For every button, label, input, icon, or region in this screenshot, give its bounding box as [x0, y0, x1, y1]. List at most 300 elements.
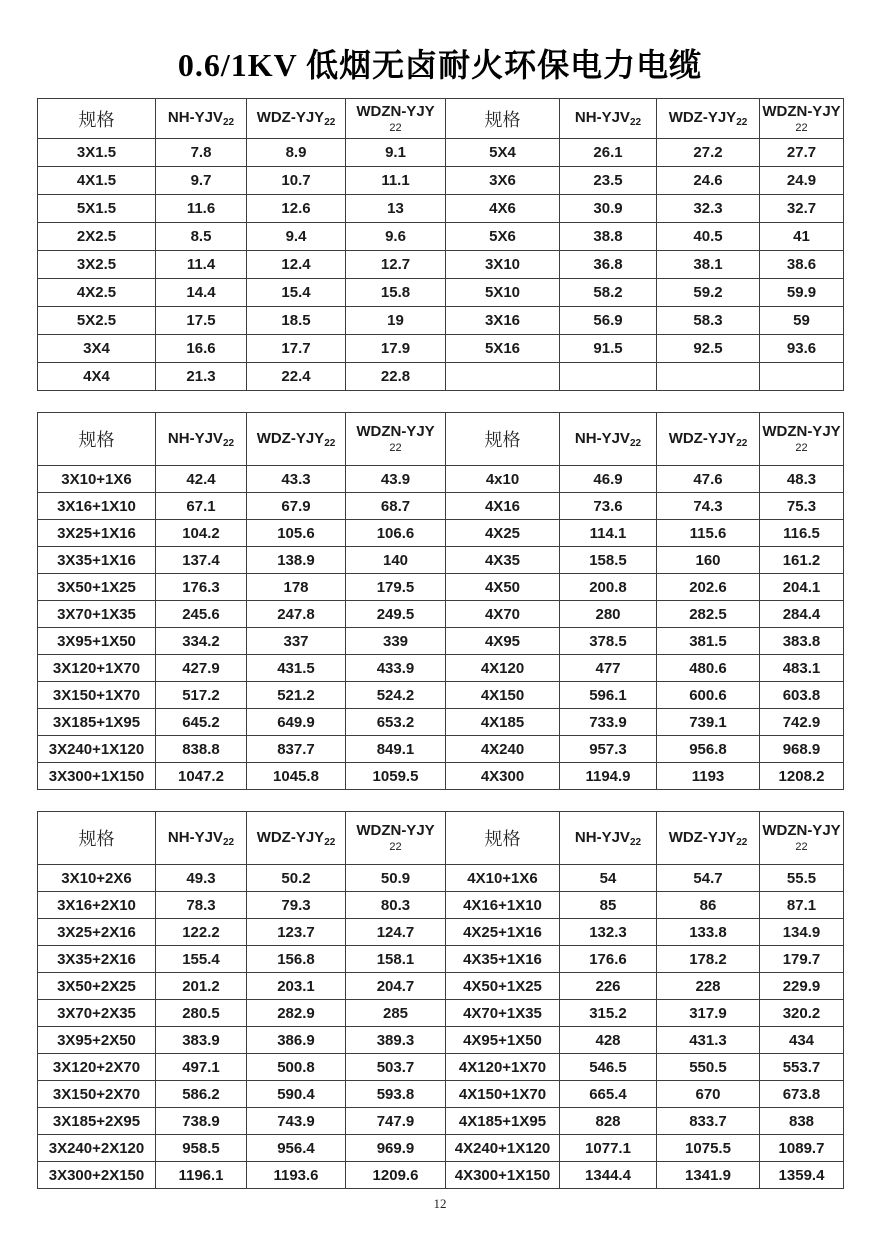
value-cell: 10.7 [247, 167, 346, 195]
product-column-header [657, 413, 760, 466]
value-cell: 38.1 [657, 251, 760, 279]
value-cell: 503.7 [346, 1054, 446, 1081]
value-cell: 228 [657, 973, 760, 1000]
table-row [38, 628, 844, 655]
product-subscript-label: 22 [222, 437, 235, 449]
value-cell: 132.3 [560, 919, 657, 946]
value-cell: 600.6 [657, 682, 760, 709]
value-cell: 747.9 [346, 1108, 446, 1135]
product-name-label: WDZN-YJY [762, 423, 841, 440]
value-cell: 161.2 [760, 547, 844, 574]
value-cell: 55.5 [760, 865, 844, 892]
spec-cell: 3X300+2X150 [38, 1162, 156, 1189]
value-cell: 386.9 [247, 1027, 346, 1054]
spec-cell: 4x10 [446, 466, 560, 493]
value-cell: 13 [346, 195, 446, 223]
product-name-label: WDZ-YJY [256, 429, 325, 447]
spec-cell: 3X95+1X50 [38, 628, 156, 655]
spec-cell: 4X300+1X150 [446, 1162, 560, 1189]
header-row [38, 413, 844, 466]
product-name-label: WDZ-YJY [256, 828, 325, 846]
value-cell: 1089.7 [760, 1135, 844, 1162]
value-cell: 339 [346, 628, 446, 655]
product-column-header [560, 812, 657, 865]
spec-cell: 4X35+1X16 [446, 946, 560, 973]
value-cell: 1193.6 [247, 1162, 346, 1189]
value-cell: 203.1 [247, 973, 346, 1000]
spec-cell: 4X300 [446, 763, 560, 790]
spec-cell: 4X50+1X25 [446, 973, 560, 1000]
value-cell: 11.1 [346, 167, 446, 195]
product-column-header [346, 413, 446, 466]
product-name-label: NH-YJV [574, 429, 630, 447]
table-row [38, 167, 844, 195]
spec-cell: 3X95+2X50 [38, 1027, 156, 1054]
spec-cell: 5X2.5 [38, 307, 156, 335]
value-cell: 500.8 [247, 1054, 346, 1081]
table-row [38, 547, 844, 574]
value-cell: 59 [760, 307, 844, 335]
value-cell: 158.5 [560, 547, 657, 574]
value-cell: 1344.4 [560, 1162, 657, 1189]
document-page [37, 0, 843, 1212]
value-cell: 1209.6 [346, 1162, 446, 1189]
spec-cell: 3X120+1X70 [38, 655, 156, 682]
value-cell: 27.2 [657, 139, 760, 167]
value-cell: 21.3 [156, 363, 247, 391]
value-cell: 47.6 [657, 466, 760, 493]
value-cell: 1341.9 [657, 1162, 760, 1189]
product-column-header [657, 812, 760, 865]
value-cell: 383.9 [156, 1027, 247, 1054]
value-cell [657, 363, 760, 391]
value-cell: 87.1 [760, 892, 844, 919]
value-cell: 958.5 [156, 1135, 247, 1162]
product-name-label: WDZ-YJY [668, 109, 737, 126]
table-row [38, 335, 844, 363]
table-row [38, 736, 844, 763]
spec-cell: 4X70+1X35 [446, 1000, 560, 1027]
value-cell: 838 [760, 1108, 844, 1135]
value-cell [560, 363, 657, 391]
value-cell: 9.1 [346, 139, 446, 167]
table-row [38, 709, 844, 736]
value-cell: 85 [560, 892, 657, 919]
value-cell: 383.8 [760, 628, 844, 655]
product-subscript-label: 22 [324, 836, 336, 848]
product-column-header [760, 413, 844, 466]
table-row [38, 139, 844, 167]
value-cell: 179.7 [760, 946, 844, 973]
spec-cell: 4X2.5 [38, 279, 156, 307]
value-cell: 92.5 [657, 335, 760, 363]
value-cell: 1077.1 [560, 1135, 657, 1162]
value-cell: 849.1 [346, 736, 446, 763]
value-cell: 282.9 [247, 1000, 346, 1027]
value-cell: 550.5 [657, 1054, 760, 1081]
value-cell: 17.5 [156, 307, 247, 335]
value-cell: 553.7 [760, 1054, 844, 1081]
table-row [38, 892, 844, 919]
value-cell: 431.5 [247, 655, 346, 682]
value-cell: 27.7 [760, 139, 844, 167]
spec-cell: 3X150+2X70 [38, 1081, 156, 1108]
table-row [38, 574, 844, 601]
page-title: 0.6/1KV 低烟无卤耐火环保电力电缆 [177, 47, 703, 83]
value-cell: 32.7 [760, 195, 844, 223]
spec-cell: 4X120+1X70 [446, 1054, 560, 1081]
value-cell: 30.9 [560, 195, 657, 223]
spec-cell: 3X35+2X16 [38, 946, 156, 973]
table-row [38, 1081, 844, 1108]
table-row [38, 1054, 844, 1081]
value-cell: 58.3 [657, 307, 760, 335]
product-subscript-label: 22 [222, 836, 235, 848]
value-cell: 483.1 [760, 655, 844, 682]
value-cell: 158.1 [346, 946, 446, 973]
value-cell: 202.6 [657, 574, 760, 601]
value-cell: 156.8 [247, 946, 346, 973]
value-cell: 179.5 [346, 574, 446, 601]
spec-cell: 5X1.5 [38, 195, 156, 223]
spec-cell: 3X185+1X95 [38, 709, 156, 736]
spec-cell: 3X120+2X70 [38, 1054, 156, 1081]
product-subscript-label: 22 [795, 841, 808, 853]
product-subscript-label: 22 [324, 437, 336, 449]
table-row [38, 1027, 844, 1054]
value-cell: 43.3 [247, 466, 346, 493]
value-cell: 334.2 [156, 628, 247, 655]
value-cell: 74.3 [657, 493, 760, 520]
value-cell: 7.8 [156, 139, 247, 167]
spec-cell: 3X16 [446, 307, 560, 335]
value-cell: 115.6 [657, 520, 760, 547]
table-row [38, 1108, 844, 1135]
value-cell: 837.7 [247, 736, 346, 763]
table-row [38, 1135, 844, 1162]
value-cell: 114.1 [560, 520, 657, 547]
spec-cell: 4X10+1X6 [446, 865, 560, 892]
value-cell: 378.5 [560, 628, 657, 655]
value-cell: 593.8 [346, 1081, 446, 1108]
value-cell: 431.3 [657, 1027, 760, 1054]
product-subscript-label: 22 [222, 117, 235, 128]
value-cell: 56.9 [560, 307, 657, 335]
product-column-header [346, 99, 446, 139]
value-cell: 24.6 [657, 167, 760, 195]
spec-cell: 3X16+2X10 [38, 892, 156, 919]
table-row [38, 919, 844, 946]
spec-cell: 3X50+1X25 [38, 574, 156, 601]
product-column-header [156, 413, 247, 466]
spec-cell: 3X6 [446, 167, 560, 195]
spec-cell: 4X16+1X10 [446, 892, 560, 919]
spec-cell: 3X16+1X10 [38, 493, 156, 520]
value-cell: 32.3 [657, 195, 760, 223]
spec-column-header: 规格 [38, 812, 156, 865]
value-cell: 969.9 [346, 1135, 446, 1162]
value-cell: 546.5 [560, 1054, 657, 1081]
value-cell: 17.9 [346, 335, 446, 363]
product-column-header [247, 99, 346, 139]
value-cell: 320.2 [760, 1000, 844, 1027]
value-cell: 282.5 [657, 601, 760, 628]
product-column-header [156, 99, 247, 139]
value-cell: 78.3 [156, 892, 247, 919]
spec-cell: 4X4 [38, 363, 156, 391]
value-cell: 1194.9 [560, 763, 657, 790]
header-row [38, 812, 844, 865]
value-cell: 1047.2 [156, 763, 247, 790]
product-subscript-label: 22 [629, 437, 642, 449]
spec-cell: 4X6 [446, 195, 560, 223]
value-cell: 738.9 [156, 1108, 247, 1135]
table-row [38, 946, 844, 973]
table-row [38, 601, 844, 628]
product-subscript-label: 22 [389, 442, 402, 454]
value-cell: 140 [346, 547, 446, 574]
product-subscript-label: 22 [795, 442, 808, 454]
value-cell: 665.4 [560, 1081, 657, 1108]
value-cell: 14.4 [156, 279, 247, 307]
value-cell: 653.2 [346, 709, 446, 736]
table-row [38, 251, 844, 279]
value-cell: 16.6 [156, 335, 247, 363]
value-cell: 497.1 [156, 1054, 247, 1081]
value-cell: 46.9 [560, 466, 657, 493]
value-cell: 315.2 [560, 1000, 657, 1027]
value-cell: 80.3 [346, 892, 446, 919]
value-cell: 956.8 [657, 736, 760, 763]
value-cell: 23.5 [560, 167, 657, 195]
product-name-label: NH-YJV [167, 828, 223, 846]
product-subscript-label: 22 [795, 121, 808, 134]
value-cell: 176.3 [156, 574, 247, 601]
table-row [38, 279, 844, 307]
value-cell: 79.3 [247, 892, 346, 919]
value-cell: 75.3 [760, 493, 844, 520]
value-cell: 381.5 [657, 628, 760, 655]
table-row [38, 493, 844, 520]
value-cell: 743.9 [247, 1108, 346, 1135]
spec-cell: 3X10 [446, 251, 560, 279]
spec-cell: 4X240 [446, 736, 560, 763]
spec-cell: 3X185+2X95 [38, 1108, 156, 1135]
product-name-label: WDZN-YJY [356, 102, 435, 120]
value-cell: 1045.8 [247, 763, 346, 790]
product-name-label: WDZ-YJY [668, 828, 737, 846]
value-cell: 477 [560, 655, 657, 682]
spec-cell: 3X1.5 [38, 139, 156, 167]
value-cell: 428 [560, 1027, 657, 1054]
value-cell: 204.7 [346, 973, 446, 1000]
spec-cell: 5X16 [446, 335, 560, 363]
value-cell: 245.6 [156, 601, 247, 628]
value-cell: 19 [346, 307, 446, 335]
table-row [38, 865, 844, 892]
value-cell: 838.8 [156, 736, 247, 763]
value-cell: 59.9 [760, 279, 844, 307]
spec-cell: 4X150+1X70 [446, 1081, 560, 1108]
value-cell: 742.9 [760, 709, 844, 736]
spec-cell: 3X2.5 [38, 251, 156, 279]
spec-cell: 4X50 [446, 574, 560, 601]
product-name-label: NH-YJV [574, 828, 630, 846]
spec-column-header: 规格 [38, 99, 156, 139]
spec-cell: 4X150 [446, 682, 560, 709]
value-cell: 1059.5 [346, 763, 446, 790]
spec-cell: 4X70 [446, 601, 560, 628]
product-subscript-label: 22 [389, 841, 402, 853]
value-cell: 50.9 [346, 865, 446, 892]
cable-price-table-2 [37, 412, 844, 790]
value-cell: 59.2 [657, 279, 760, 307]
cable-price-table-1 [37, 98, 844, 391]
product-name-label: NH-YJV [167, 429, 223, 447]
value-cell: 178 [247, 574, 346, 601]
spec-cell: 4X25 [446, 520, 560, 547]
value-cell: 434 [760, 1027, 844, 1054]
value-cell: 9.6 [346, 223, 446, 251]
value-cell: 280.5 [156, 1000, 247, 1027]
value-cell: 73.6 [560, 493, 657, 520]
product-column-header [156, 812, 247, 865]
value-cell: 67.1 [156, 493, 247, 520]
value-cell: 596.1 [560, 682, 657, 709]
value-cell: 8.9 [247, 139, 346, 167]
value-cell: 49.3 [156, 865, 247, 892]
value-cell: 138.9 [247, 547, 346, 574]
spec-column-header: 规格 [446, 812, 560, 865]
table-row [38, 763, 844, 790]
product-subscript-label: 22 [389, 121, 402, 134]
value-cell: 337 [247, 628, 346, 655]
value-cell: 1193 [657, 763, 760, 790]
value-cell: 733.9 [560, 709, 657, 736]
value-cell: 134.9 [760, 919, 844, 946]
table-row [38, 195, 844, 223]
value-cell: 833.7 [657, 1108, 760, 1135]
value-cell: 1196.1 [156, 1162, 247, 1189]
value-cell: 122.2 [156, 919, 247, 946]
spec-column-header: 规格 [38, 413, 156, 466]
product-name-label: WDZN-YJY [356, 423, 435, 440]
product-column-header [657, 99, 760, 139]
value-cell: 645.2 [156, 709, 247, 736]
value-cell: 204.1 [760, 574, 844, 601]
product-column-header [760, 99, 844, 139]
spec-cell: 3X35+1X16 [38, 547, 156, 574]
product-name-label: WDZ-YJY [668, 429, 737, 447]
value-cell: 22.8 [346, 363, 446, 391]
spec-cell: 5X6 [446, 223, 560, 251]
value-cell: 670 [657, 1081, 760, 1108]
spec-cell: 3X150+1X70 [38, 682, 156, 709]
product-column-header [560, 413, 657, 466]
table-row [38, 1162, 844, 1189]
value-cell: 38.6 [760, 251, 844, 279]
value-cell: 480.6 [657, 655, 760, 682]
product-name-label: NH-YJV [167, 109, 223, 126]
spec-cell: 4X240+1X120 [446, 1135, 560, 1162]
value-cell: 133.8 [657, 919, 760, 946]
spec-cell: 4X25+1X16 [446, 919, 560, 946]
product-subscript-label: 22 [736, 836, 748, 848]
spec-cell: 4X35 [446, 547, 560, 574]
value-cell: 12.6 [247, 195, 346, 223]
product-column-header [760, 812, 844, 865]
value-cell: 957.3 [560, 736, 657, 763]
value-cell: 54 [560, 865, 657, 892]
spec-cell: 3X70+2X35 [38, 1000, 156, 1027]
value-cell: 427.9 [156, 655, 247, 682]
table-row [38, 520, 844, 547]
spec-cell: 3X240+2X120 [38, 1135, 156, 1162]
value-cell: 673.8 [760, 1081, 844, 1108]
value-cell: 36.8 [560, 251, 657, 279]
spec-column-header: 规格 [446, 99, 560, 139]
value-cell: 15.4 [247, 279, 346, 307]
product-name-label: WDZN-YJY [762, 102, 841, 120]
spec-cell: 3X25+2X16 [38, 919, 156, 946]
value-cell: 739.1 [657, 709, 760, 736]
value-cell: 26.1 [560, 139, 657, 167]
value-cell: 1075.5 [657, 1135, 760, 1162]
value-cell: 43.9 [346, 466, 446, 493]
value-cell: 828 [560, 1108, 657, 1135]
value-cell: 54.7 [657, 865, 760, 892]
value-cell: 155.4 [156, 946, 247, 973]
value-cell: 123.7 [247, 919, 346, 946]
cable-price-table-3 [37, 811, 844, 1189]
value-cell: 956.4 [247, 1135, 346, 1162]
spec-cell: 4X1.5 [38, 167, 156, 195]
value-cell: 160 [657, 547, 760, 574]
table-row [38, 1000, 844, 1027]
spec-cell: 5X10 [446, 279, 560, 307]
product-name-label: WDZ-YJY [256, 109, 325, 126]
value-cell: 247.8 [247, 601, 346, 628]
table-row [38, 363, 844, 391]
spec-cell: 3X70+1X35 [38, 601, 156, 628]
value-cell: 12.7 [346, 251, 446, 279]
value-cell: 41 [760, 223, 844, 251]
value-cell: 178.2 [657, 946, 760, 973]
spec-cell: 5X4 [446, 139, 560, 167]
value-cell: 11.4 [156, 251, 247, 279]
spec-cell: 4X185+1X95 [446, 1108, 560, 1135]
value-cell: 284.4 [760, 601, 844, 628]
spec-cell: 2X2.5 [38, 223, 156, 251]
value-cell [760, 363, 844, 391]
value-cell: 9.4 [247, 223, 346, 251]
value-cell: 521.2 [247, 682, 346, 709]
spec-cell: 4X16 [446, 493, 560, 520]
value-cell: 58.2 [560, 279, 657, 307]
spec-cell: 3X240+1X120 [38, 736, 156, 763]
value-cell: 1359.4 [760, 1162, 844, 1189]
value-cell: 603.8 [760, 682, 844, 709]
value-cell: 104.2 [156, 520, 247, 547]
spec-cell: 3X10+2X6 [38, 865, 156, 892]
value-cell: 517.2 [156, 682, 247, 709]
value-cell: 524.2 [346, 682, 446, 709]
product-column-header [247, 812, 346, 865]
value-cell: 91.5 [560, 335, 657, 363]
table-row [38, 655, 844, 682]
value-cell: 586.2 [156, 1081, 247, 1108]
product-name-label: WDZN-YJY [762, 822, 841, 839]
